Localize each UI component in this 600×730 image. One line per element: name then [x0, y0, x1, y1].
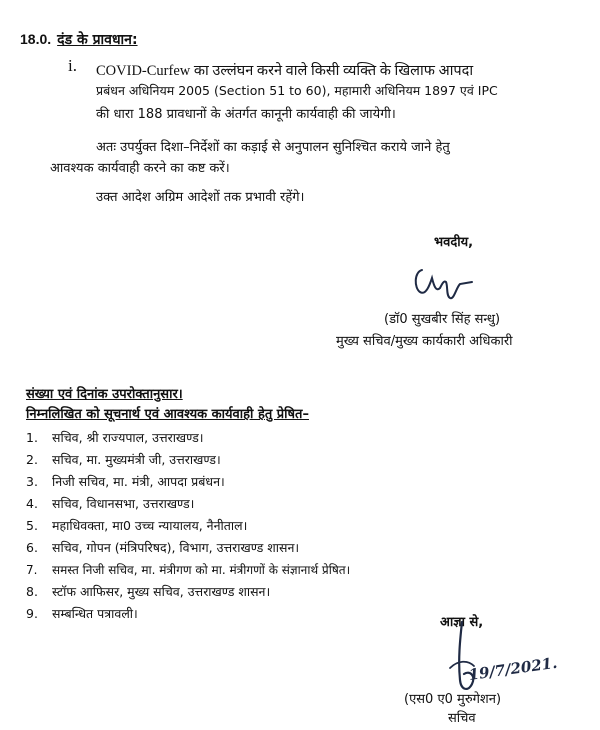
list-item-text: समस्त निजी सचिव, मा. मंत्रीगण को मा. मंत्रीगणों के संज्ञानार्थ प्रेषित।: [52, 563, 351, 577]
list-item-text: सचिव, विधानसभा, उत्तराखण्ड।: [52, 496, 195, 511]
list-item-text: महाधिवक्ता, मा0 उच्च न्यायालय, नैनीताल।: [52, 518, 248, 533]
list-item-number: 6.: [26, 540, 38, 555]
by-order-label: आज्ञा से,: [440, 615, 484, 630]
closing-salutation: भवदीय,: [434, 235, 474, 250]
provision-marker: i.: [68, 56, 77, 75]
section-title: दंड के प्रावधान:: [57, 32, 138, 48]
list-item-number: 9.: [26, 606, 38, 621]
list-item-text: सम्बन्धित पत्रावली।: [52, 606, 138, 621]
handwritten-date: 19/7/2021.: [467, 653, 559, 684]
signatory-name: (डॉ0 सुखबीर सिंह सन्धु): [384, 312, 501, 327]
forwarded-heading: निम्नलिखित को सूचनार्थ एवं आवश्यक कार्यवाही हेतु प्रेषित–: [26, 407, 309, 422]
list-item-number: 3.: [26, 474, 38, 489]
reference-line: संख्या एवं दिनांक उपरोक्तानुसार।: [26, 387, 183, 402]
list-item-text: सचिव, गोपन (मंत्रिपरिषद), विभाग, उत्तराखण्ड शासन।: [52, 540, 300, 555]
provision-line-2: प्रबंधन अधिनियम 2005 (Section 51 to 60), महामारी अधिनियम 1897 एवं IPC: [96, 83, 498, 98]
validity-note: उक्त आदेश अग्रिम आदेशों तक प्रभावी रहेंगे।: [96, 190, 305, 205]
list-item-number: 4.: [26, 496, 38, 511]
section-number: 18.0.: [20, 31, 52, 47]
list-item-number: 5.: [26, 518, 38, 533]
provision-line-3: की धारा 188 प्रावधानों के अंतर्गत कानूनी कार्यवाही की जायेगी।: [96, 107, 396, 122]
list-item-text: सचिव, श्री राज्यपाल, उत्तराखण्ड।: [52, 430, 204, 445]
list-item-text: स्टॉफ आफिसर, मुख्य सचिव, उत्तराखण्ड शासन।: [52, 584, 271, 599]
list-item: [26, 583, 270, 600]
list-item: [26, 473, 225, 490]
list-item-number: 8.: [26, 584, 38, 599]
signatory-designation: मुख्य सचिव/मुख्य कार्यकारी अधिकारी: [336, 334, 513, 349]
signatory2-name: (एस0 ए0 मुरुगेशन): [404, 692, 502, 707]
list-item: [26, 451, 221, 468]
signatory2-designation: सचिव: [448, 711, 476, 726]
instruction-line-1: अतः उपर्युक्त दिशा–निर्देशों का कड़ाई से अनुपालन सुनिश्चित कराये जाने हेतु: [96, 140, 450, 155]
list-item: [26, 605, 138, 622]
list-item-number: 2.: [26, 452, 38, 467]
list-item: [26, 517, 247, 534]
instruction-line-2: आवश्यक कार्यवाही करने का कष्ट करें।: [50, 161, 230, 176]
list-item: [26, 539, 299, 556]
list-item: [26, 495, 194, 512]
section-heading: [20, 30, 138, 49]
signature-chief-secretary: [408, 262, 478, 304]
list-item-number: 7.: [26, 563, 38, 577]
list-item: [26, 561, 350, 578]
provision-line-1: COVID-Curfew का उल्लंघन करने वाले किसी व्यक्ति के खिलाफ आपदा: [96, 63, 474, 79]
list-item: [26, 429, 204, 446]
list-item-number: 1.: [26, 430, 38, 445]
list-item-text: निजी सचिव, मा. मंत्री, आपदा प्रबंधन।: [52, 474, 225, 489]
list-item-text: सचिव, मा. मुख्यमंत्री जी, उत्तराखण्ड।: [52, 452, 221, 467]
signature-secretary: [440, 620, 500, 698]
